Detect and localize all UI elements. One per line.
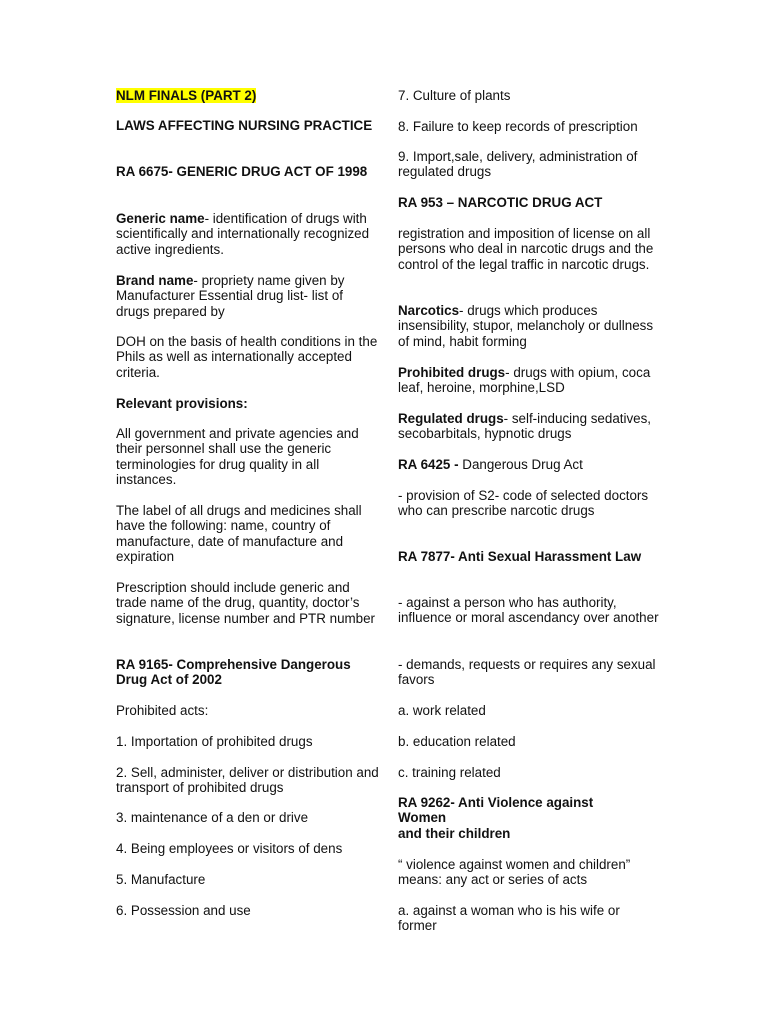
prohibited-act-item: 2. Sell, administer, deliver or distribution and transport of prohibited drugs xyxy=(116,765,379,796)
generic-name-text: - identification of drugs with scientifically and internationally recognized active ingredients. xyxy=(116,211,370,257)
harassment-type-item: a. work related xyxy=(398,703,486,718)
harassment-point-2: - demands, requests or requires any sexual favors xyxy=(398,657,656,688)
harassment-type-item: c. training related xyxy=(398,765,501,780)
prohibited-drugs-text: - drugs with opium, coca leaf, heroine, morphine,LSD xyxy=(398,365,651,396)
regulated-drugs-term: Regulated drugs xyxy=(398,411,504,426)
harassment-type-item: b. education related xyxy=(398,734,516,749)
prohibited-act-item: 4. Being employees or visitors of dens xyxy=(116,841,343,856)
prohibited-acts-label: Prohibited acts: xyxy=(116,703,209,718)
ra9262-heading-line-1: RA 9262- Anti Violence against Women xyxy=(398,795,594,826)
ra9165-heading: RA 9165- Comprehensive Dangerous Drug Act of 2002 xyxy=(116,657,351,688)
provision-paragraph-1: All government and private agencies and their personnel shall use the generic terminologies for drug quality in all instances. xyxy=(116,426,359,488)
ra6425-term: RA 6425 - xyxy=(398,457,459,472)
doh-paragraph: DOH on the basis of health conditions in the Phils as well as internationally accepted criteria. xyxy=(116,334,378,380)
prohibited-act-item: 3. maintenance of a den or drive xyxy=(116,810,309,825)
ra6675-heading: RA 6675- GENERIC DRUG ACT OF 1998 xyxy=(116,164,368,179)
prohibited-act-item: 1. Importation of prohibited drugs xyxy=(116,734,313,749)
narcotics-term: Narcotics xyxy=(398,303,460,318)
regulated-drugs-definition xyxy=(398,411,660,442)
ra9262-heading xyxy=(398,795,618,841)
ra6425-line xyxy=(398,457,660,472)
prohibited-act-item: 8. Failure to keep records of prescription xyxy=(398,119,638,134)
document-title xyxy=(116,88,380,103)
narcotics-definition xyxy=(398,303,660,349)
document-title-highlight: NLM FINALS (PART 2) xyxy=(116,88,257,103)
provision-paragraph-3: Prescription should include generic and trade name of the drug, quantity, doctor’s signature, license number and PTR number xyxy=(116,580,376,626)
ra953-heading: RA 953 – NARCOTIC DRUG ACT xyxy=(398,195,603,210)
harassment-point-1: - against a person who has authority, influence or moral ascendancy over another xyxy=(398,595,659,626)
generic-name-definition xyxy=(116,211,380,257)
provisions-heading: Relevant provisions: xyxy=(116,396,248,411)
prohibited-act-item: 9. Import,sale, delivery, administration of regulated drugs xyxy=(398,149,638,180)
ra9262-heading-line-2: and their children xyxy=(398,825,511,841)
ra6425-text: Dangerous Drug Act xyxy=(458,457,583,472)
ra953-description: registration and imposition of license on all persons who deal in narcotic drugs and the control of the legal traffic in narcotic drugs. xyxy=(398,226,654,272)
brand-name-text: - propriety name given by Manufacturer Essential drug list- list of drugs prepared by xyxy=(116,273,345,319)
provision-paragraph-2: The label of all drugs and medicines shall have the following: name, country of manufacture, date of manufacture and expiration xyxy=(116,503,362,565)
prohibited-act-item: 6. Possession and use xyxy=(116,903,251,918)
vawc-item-a: a. against a woman who is his wife or former xyxy=(398,903,620,934)
prohibited-act-item: 5. Manufacture xyxy=(116,872,206,887)
ra7877-heading: RA 7877- Anti Sexual Harassment Law xyxy=(398,549,642,564)
section-title: LAWS AFFECTING NURSING PRACTICE xyxy=(116,118,373,133)
vawc-definition: “ violence against women and children” means: any act or series of acts xyxy=(398,857,631,888)
prohibited-drugs-term: Prohibited drugs xyxy=(398,365,506,380)
narcotics-text: - drugs which produces insensibility, stupor, melancholy or dullness of mind, habit forming xyxy=(398,303,654,349)
regulated-drugs-text: - self-inducing sedatives, secobarbitals, hypnotic drugs xyxy=(398,411,652,442)
s2-provision: - provision of S2- code of selected doctors who can prescribe narcotic drugs xyxy=(398,488,649,519)
prohibited-act-item: 7. Culture of plants xyxy=(398,88,511,103)
brand-name-definition xyxy=(116,273,380,319)
brand-name-term: Brand name xyxy=(116,273,194,288)
generic-name-term: Generic name xyxy=(116,211,205,226)
prohibited-drugs-definition xyxy=(398,365,660,396)
